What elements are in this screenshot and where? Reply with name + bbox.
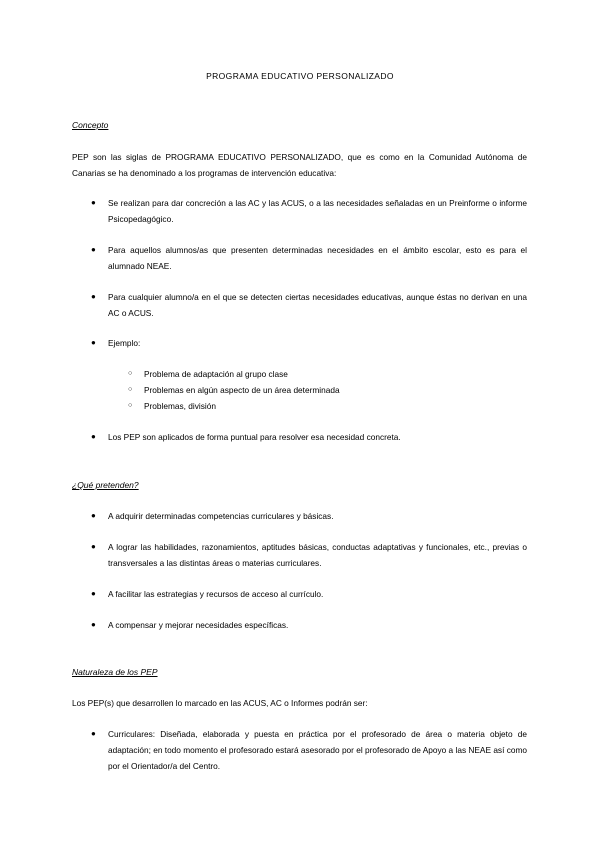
list-item <box>91 195 527 227</box>
sub-list-item-text: Problema de adaptación al grupo clase <box>144 369 288 379</box>
list-item <box>91 289 527 321</box>
bullet-icon: ● <box>91 432 96 441</box>
bullet-icon: ● <box>91 511 96 520</box>
bullet-icon: ● <box>91 292 96 301</box>
list-item-text: A lograr las habilidades, razonamientos, aptitudes básicas, conductas adaptativas y funcionales, etc., previas o transversales a las distintas áreas o materias curriculares. <box>108 542 527 568</box>
section-heading-pretenden: ¿Qué pretenden? <box>72 480 139 490</box>
list-item <box>91 242 527 274</box>
list-item-text: A adquirir determinadas competencias curriculares y básicas. <box>108 511 334 521</box>
list-item <box>91 335 527 351</box>
bullet-icon: ● <box>91 620 96 629</box>
bullet-icon: ● <box>91 589 96 598</box>
list-item-text: A compensar y mejorar necesidades específicas. <box>108 620 289 630</box>
naturaleza-intro: Los PEP(s) que desarrollen lo marcado en las ACUS, AC o Informes podrán ser: <box>72 698 368 708</box>
bullet-icon: ● <box>91 542 96 551</box>
list-item <box>91 726 527 774</box>
sub-list-item-text: Problemas en algún aspecto de un área determinada <box>144 385 340 395</box>
list-item <box>91 586 527 602</box>
list-item-text: Para aquellos alumnos/as que presenten determinadas necesidades en el ámbito escolar, esto es para el alumnado NEAE. <box>108 245 527 271</box>
bullet-icon: ● <box>91 245 96 254</box>
document-title: PROGRAMA EDUCATIVO PERSONALIZADO <box>206 71 394 81</box>
circle-bullet-icon: ○ <box>128 402 133 409</box>
bullet-icon: ● <box>91 729 96 738</box>
bullet-icon: ● <box>91 198 96 207</box>
list-item-text: A facilitar las estrategias y recursos de acceso al currículo. <box>108 589 324 599</box>
bullet-icon: ● <box>91 338 96 347</box>
list-item <box>91 508 527 524</box>
concepto-intro: PEP son las siglas de PROGRAMA EDUCATIVO PERSONALIZADO, que es como en la Comunidad Autónoma de Canarias se ha denominado a los programas de intervención educativa: <box>72 152 527 178</box>
circle-bullet-icon: ○ <box>128 370 133 377</box>
list-item-text: Los PEP son aplicados de forma puntual para resolver esa necesidad concreta. <box>108 432 401 442</box>
sub-list-item <box>128 398 527 414</box>
section-heading-concepto: Concepto <box>72 120 109 130</box>
list-item-text: Se realizan para dar concreción a las AC y las ACUS, o a las necesidades señaladas en un Preinforme o informe Psicopedagógico. <box>108 198 527 224</box>
sub-list-item <box>128 382 527 398</box>
sub-list-item <box>128 366 527 382</box>
list-item-text: Para cualquier alumno/a en el que se detecten ciertas necesidades educativas, aunque éstas no derivan en una AC o ACUS. <box>108 292 527 318</box>
list-item <box>91 539 527 571</box>
list-item <box>91 617 527 633</box>
sub-list-item-text: Problemas, división <box>144 401 216 411</box>
list-item <box>91 429 527 445</box>
list-item-text: Curriculares: Diseñada, elaborada y puesta en práctica por el profesorado de área o materia objeto de adaptación; en todo momento el profesorado estará asesorado por el profesorado de Apoyo a las NEAE así como por el Orientador/a del Centro. <box>108 729 527 771</box>
circle-bullet-icon: ○ <box>128 386 133 393</box>
list-item-text: Ejemplo: <box>108 338 141 348</box>
section-heading-naturaleza: Naturaleza de los PEP <box>72 667 158 677</box>
